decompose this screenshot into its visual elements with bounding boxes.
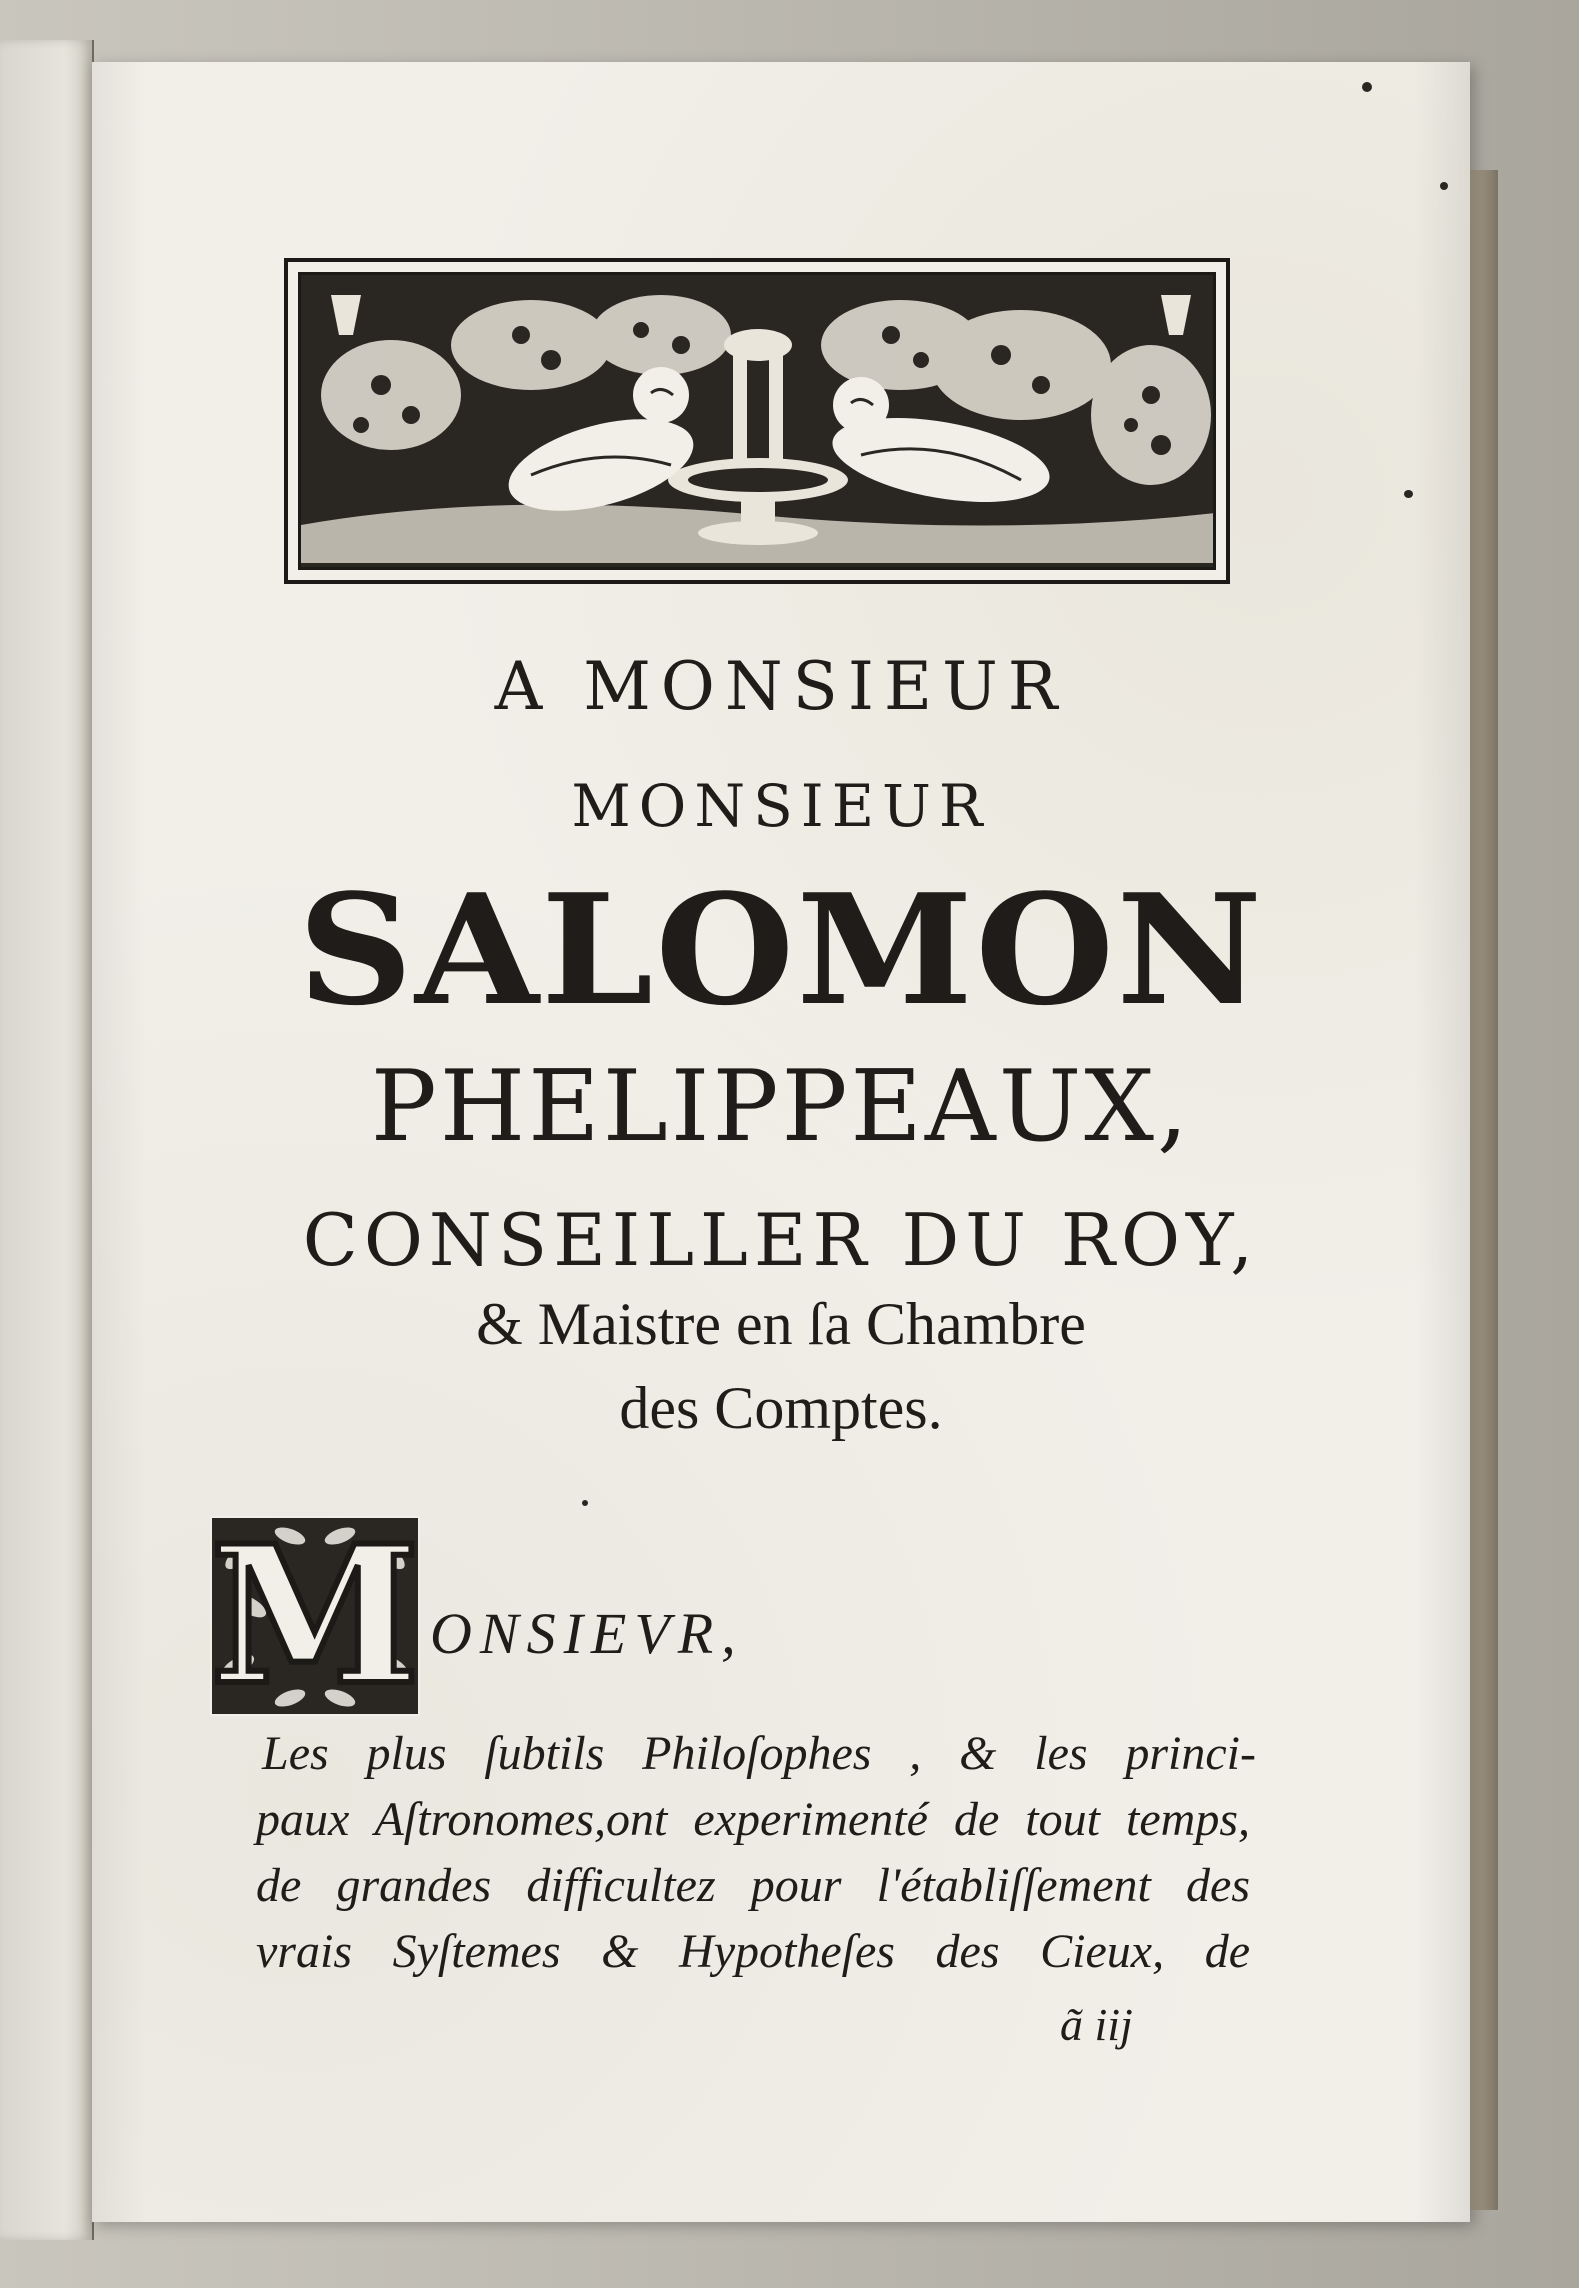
letter-line-3: de grandes difficultez pour l'établiſſement des [256, 1859, 1250, 1912]
letter-line-1: Les plus ſubtils Philoſophes , & les princi- [262, 1727, 1256, 1780]
initial-letter: M [210, 1504, 421, 1727]
page-block-edge [1470, 170, 1498, 2210]
ink-speck [1404, 490, 1413, 498]
letter-line-2: paux Aſtronomes,ont experimenté de tout temps, [256, 1793, 1250, 1846]
ink-speck [582, 1500, 588, 1506]
decorated-initial [210, 1504, 421, 1727]
dedicatee-title: CONSEILLER DU ROY, [302, 1198, 1260, 1282]
dedicatee-surname: PHELIPPEAUX, [370, 1050, 1192, 1164]
cherubs-fountain-woodcut-icon [301, 275, 1215, 563]
woodcut-headpiece-ornament [284, 258, 1230, 584]
ink-speck [1440, 182, 1448, 190]
ink-speck [1362, 82, 1372, 92]
dedication-line-monsieur: MONSIEUR [571, 772, 991, 840]
dedicatee-office-line-2: des Comptes. [619, 1375, 943, 1441]
facing-page-edge [0, 40, 94, 2240]
salutation: ONSIEVR, [430, 1601, 744, 1666]
signature-mark: ã iij [1060, 1999, 1133, 2050]
dedicatee-first-name: SALOMON [297, 860, 1265, 1039]
dedicatee-office-line-1: & Maistre en ſa Chambre [476, 1291, 1086, 1357]
headpiece-illustration [298, 272, 1216, 570]
dedication-line-a-monsieur: A MONSIEUR [494, 648, 1068, 725]
letter-line-4: vrais Syſtemes & Hypotheſes des Cieux, de [256, 1925, 1250, 1978]
